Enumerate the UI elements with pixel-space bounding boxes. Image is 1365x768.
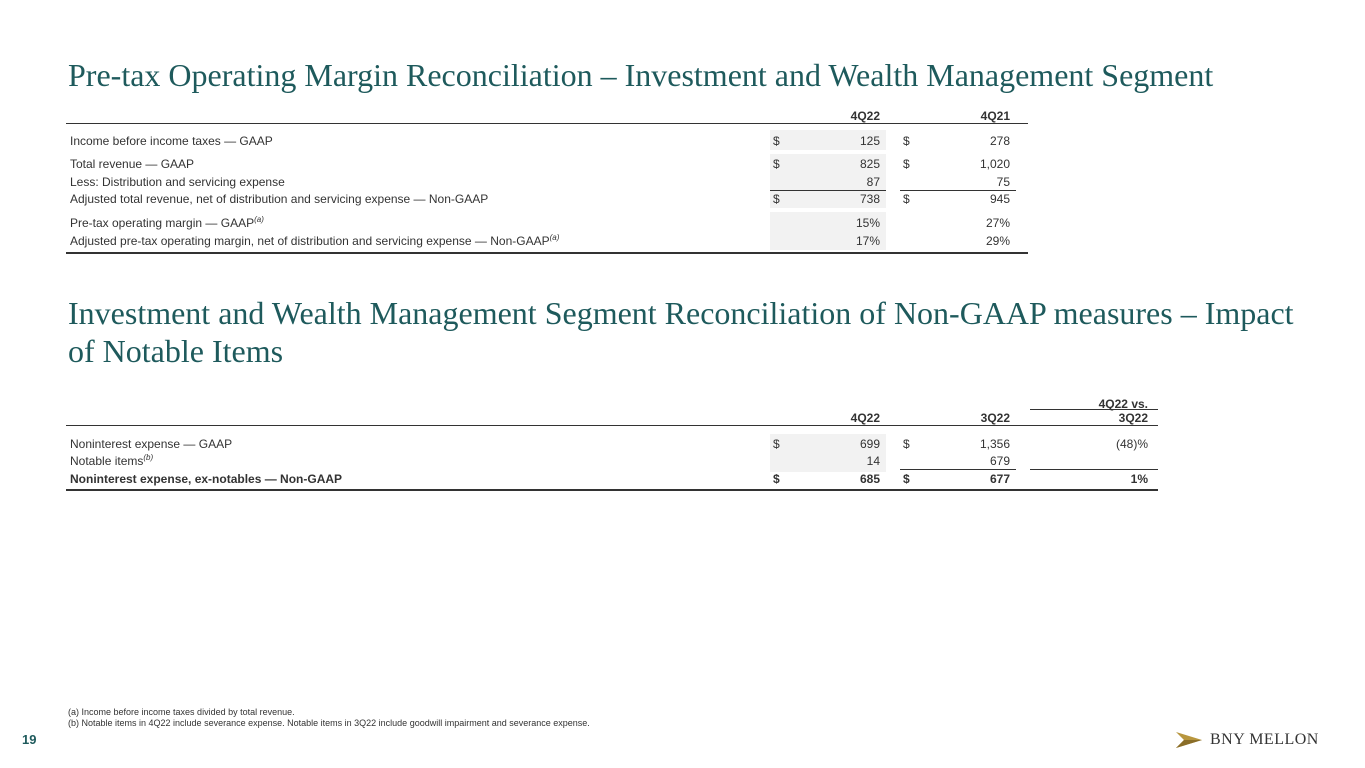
row-label: Adjusted pre-tax operating margin, net of distribution and servicing expense — Non-GAAP$^{(a)}$ [70,233,560,248]
footnote-ref: (a) [254,215,264,224]
row-label: Less: Distribution and servicing expense [70,175,285,189]
currency-symbol: $ [773,472,780,486]
footnote-a: (a) Income before income taxes divided by total revenue. [68,707,295,717]
value-vs: 1% [1130,472,1148,486]
footnote-ref: (b) [143,453,154,462]
vs-header-bottom: 3Q22 [1118,411,1148,425]
header-rule [66,425,1158,426]
subtotal-rule [770,190,886,191]
value-4q22: 15% [855,216,880,230]
section2-title: Investment and Wealth Management Segment Reconciliation of Non-GAAP measures – Impact of Notable Items [68,295,1294,369]
value-4q22: 87 [866,175,880,189]
value-4q21: 75 [996,175,1010,189]
subtotal-rule [900,469,1016,470]
value-4q22: 825 [859,157,880,171]
currency-symbol: $ [773,192,780,206]
header-rule [66,123,1028,124]
currency-symbol: $ [903,192,910,206]
value-4q22: 14 [866,454,880,468]
value-4q21: 29% [985,234,1010,248]
currency-symbol: $ [773,437,780,451]
logo-mark-icon [1176,730,1202,750]
subtotal-rule [900,190,1016,191]
row-label: Pre-tax operating margin — GAAP$^{(a)}$ [70,215,264,230]
value-3q22: 1,356 [979,437,1010,451]
row-label: Adjusted total revenue, net of distribution and servicing expense — Non-GAAP [70,192,489,206]
column-header-3q22: 3Q22 [980,411,1010,425]
column-header-4q21: 4Q21 [980,109,1010,123]
value-4q22: 699 [859,437,880,451]
value-3q22: 677 [989,472,1010,486]
value-4q21: 945 [989,192,1010,206]
currency-symbol: $ [773,134,780,148]
row-label: Total revenue — GAAP [70,157,195,171]
currency-symbol: $ [903,157,910,171]
row-label: Income before income taxes — GAAP [70,134,273,148]
value-4q22: 17% [855,234,880,248]
value-4q22: 685 [859,472,880,486]
value-4q22: 738 [859,192,880,206]
value-4q21: 278 [989,134,1010,148]
vs-header-rule [1030,409,1158,410]
row-label: Noninterest expense, ex-notables — Non-GAAP [70,472,343,486]
value-4q22: 125 [859,134,880,148]
vs-header-top: 4Q22 vs. [1098,397,1148,411]
column-header-4q22: 4Q22 [850,109,880,123]
currency-symbol: $ [903,437,910,451]
value-vs: (48)% [1115,437,1148,451]
currency-symbol: $ [903,472,910,486]
row-label: Notable items$^{(b)}$ [70,453,154,468]
logo-text: BNY MELLON [1210,731,1319,748]
table-bottom-rule [66,489,1158,491]
currency-symbol: $ [773,157,780,171]
table-bottom-rule [66,252,1028,254]
footnotes [68,707,590,729]
footnote-ref: (a) [549,233,560,242]
section1-title: Pre-tax Operating Margin Reconciliation – Investment and Wealth Management Segment [68,57,1214,93]
page-number: 19 [22,732,37,747]
currency-symbol: $ [903,134,910,148]
value-4q21: 1,020 [979,157,1010,171]
column-header-4q22: 4Q22 [850,411,880,425]
value-4q21: 27% [985,216,1010,230]
bny-mellon-logo [1176,730,1319,750]
subtotal-rule [1030,469,1158,470]
row-label: Noninterest expense — GAAP [70,437,233,451]
footnote-b: (b) Notable items in 4Q22 include severance expense. Notable items in 3Q22 include goodwill impairment and severance expense. [68,718,590,728]
value-3q22: 679 [989,454,1010,468]
